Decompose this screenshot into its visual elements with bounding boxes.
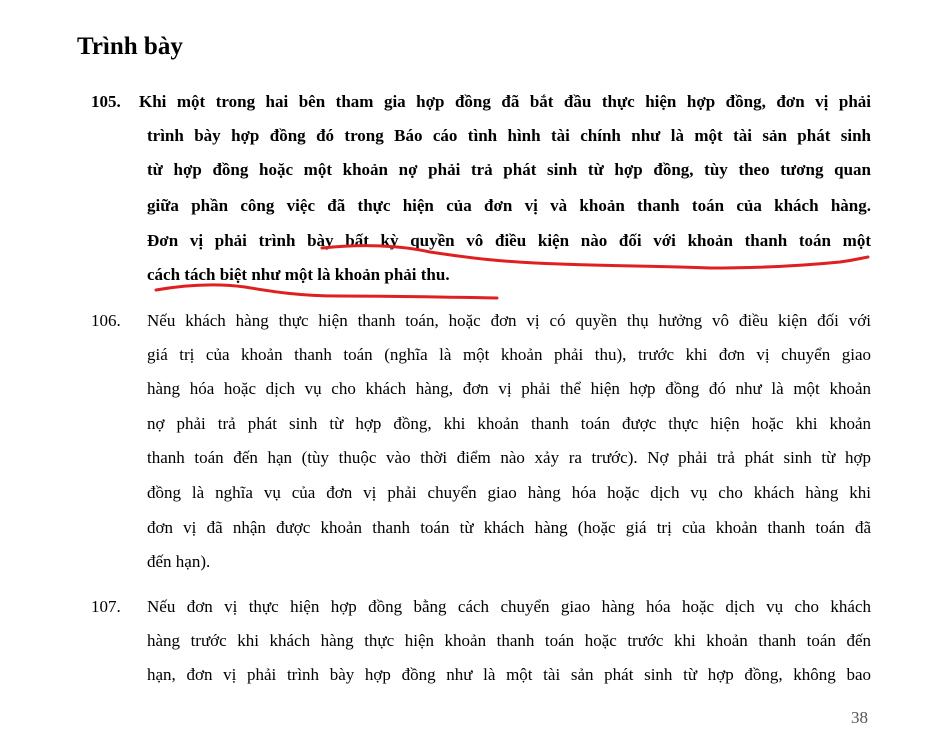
paragraph-line: giữa phần công việc đã thực hiện của đơn vị và khoản thanh toán của khách hàng. [147, 196, 871, 215]
paragraph-number: 107. [91, 597, 121, 616]
paragraph-line: cách tách biệt như một là khoản phải thu. [147, 265, 450, 284]
paragraph-line: đến hạn). [147, 552, 211, 571]
page-number: 38 [851, 708, 868, 727]
section-heading: Trình bày [77, 33, 183, 60]
paragraph-line: Khi một trong hai bên tham gia hợp đồng đã bắt đầu thực hiện hợp đồng, đơn vị phải [139, 92, 871, 111]
paragraph-number: 105. [91, 92, 121, 111]
paragraph-line: giá trị của khoản thanh toán (nghĩa là một khoản phải thu), trước khi đơn vị chuyển giao [147, 345, 871, 364]
paragraph-line: hàng trước khi khách hàng thực hiện khoản thanh toán hoặc trước khi khoản thanh toán đến [147, 631, 871, 650]
paragraph-line: Nếu khách hàng thực hiện thanh toán, hoặc đơn vị có quyền thụ hưởng vô điều kiện đối với [147, 311, 871, 330]
paragraph-line: thanh toán đến hạn (tùy thuộc vào thời điểm nào xảy ra trước). Nợ phải trả phát sinh từ hợp [147, 448, 871, 467]
paragraph-line: đồng là nghĩa vụ của đơn vị phải chuyển giao hàng hóa hoặc dịch vụ cho khách hàng khi [147, 483, 871, 502]
paragraph-line: từ hợp đồng hoặc một khoản nợ phải trả phát sinh từ hợp đồng, tùy theo tương quan [147, 160, 871, 179]
paragraph-line: nợ phải trả phát sinh từ hợp đồng, khi khoản thanh toán được thực hiện hoặc khi khoản [147, 414, 871, 433]
paragraph-number: 106. [91, 311, 121, 330]
paragraph-line: Đơn vị phải trình bày bất kỳ quyền vô điều kiện nào đối với khoản thanh toán một [147, 231, 871, 250]
paragraph-line: Nếu đơn vị thực hiện hợp đồng bằng cách chuyển giao hàng hóa hoặc dịch vụ cho khách [147, 597, 871, 616]
paragraph-line: hàng hóa hoặc dịch vụ cho khách hàng, đơn vị phải thể hiện hợp đồng đó như là một khoản [147, 379, 871, 398]
paragraph-line: trình bày hợp đồng đó trong Báo cáo tình hình tài chính như là một tài sản phát sinh [147, 126, 871, 145]
paragraph-line: đơn vị đã nhận được khoản thanh toán từ khách hàng (hoặc giá trị của khoản thanh toán đã [147, 518, 871, 537]
paragraph-line: hạn, đơn vị phải trình bày hợp đồng như là một tài sản phát sinh từ hợp đồng, không bao [147, 665, 871, 684]
